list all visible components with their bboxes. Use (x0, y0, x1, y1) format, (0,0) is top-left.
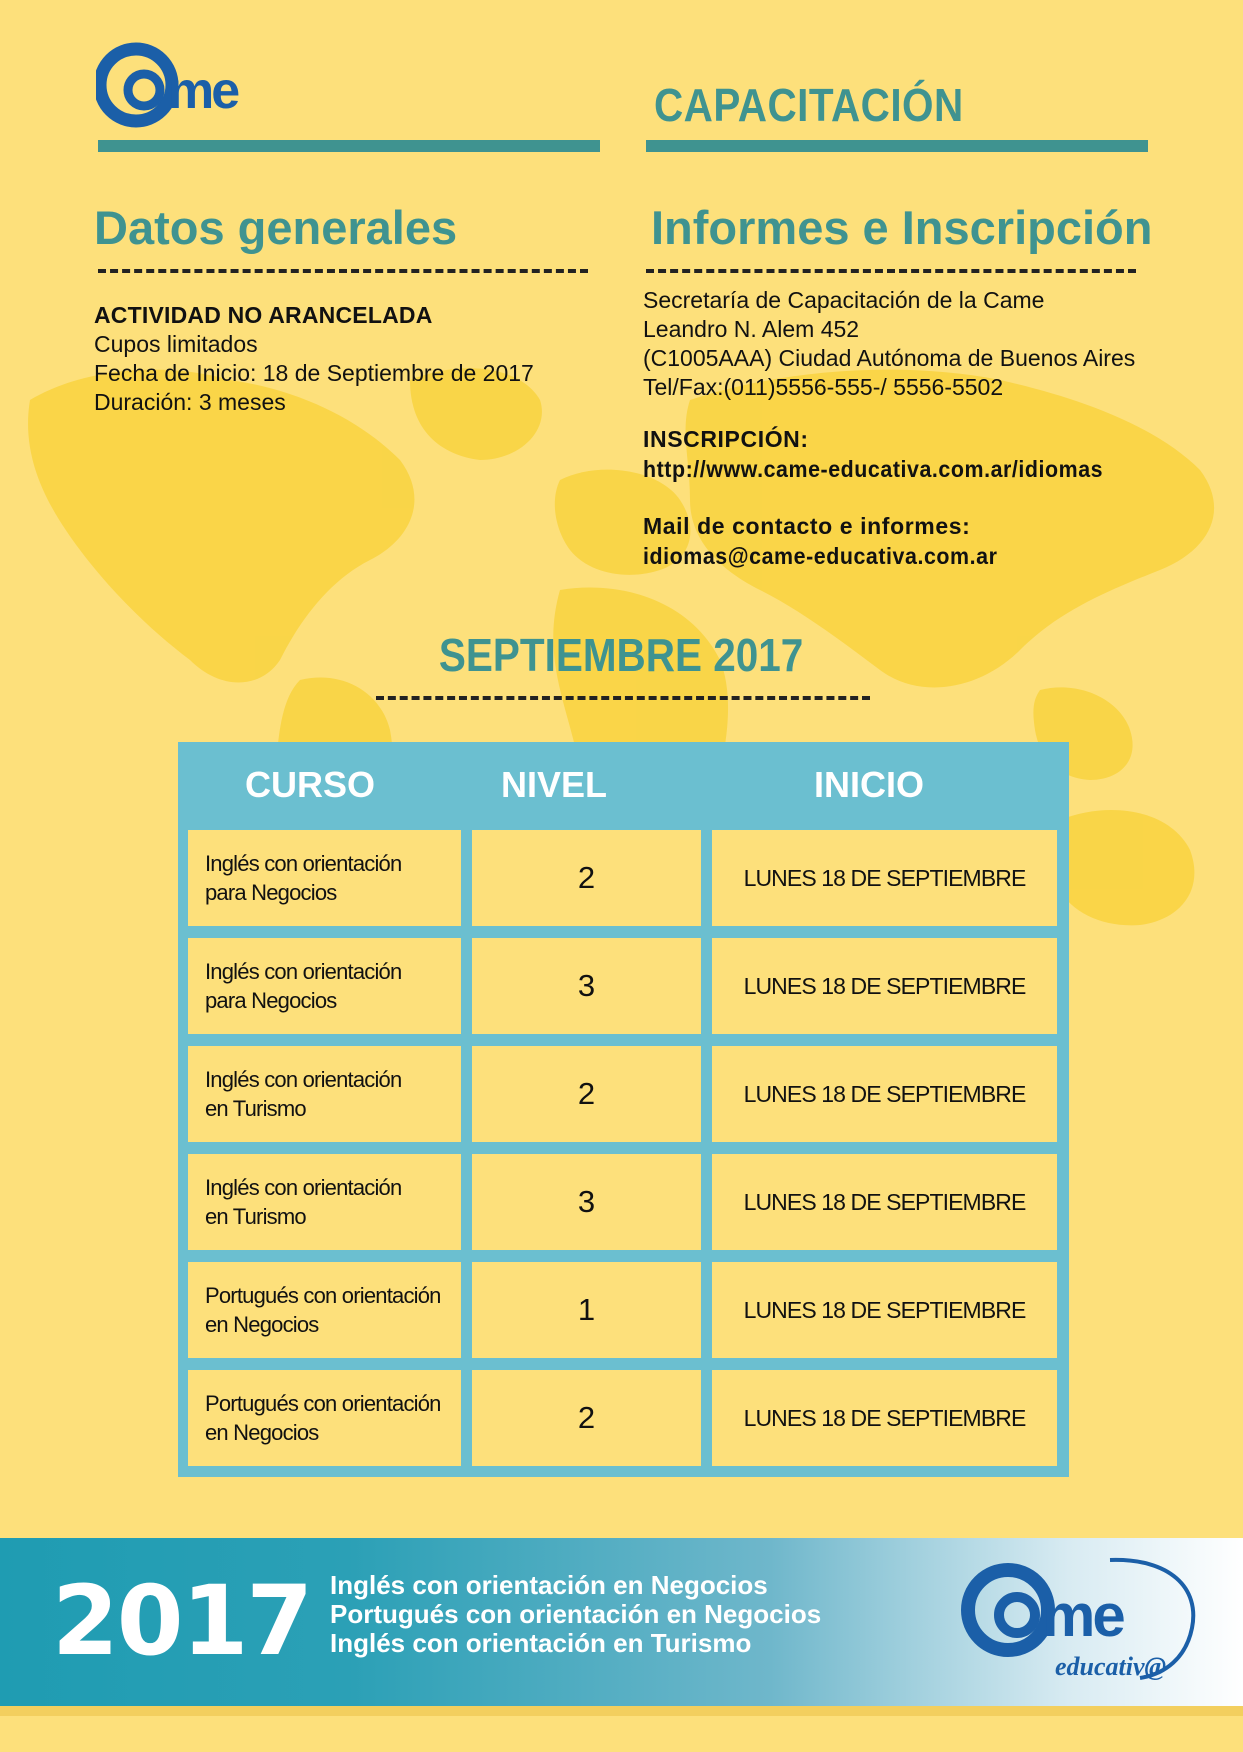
start-cell: LUNES 18 DE SEPTIEMBRE (712, 1046, 1057, 1142)
svg-text:educativ@: educativ@ (1055, 1652, 1167, 1681)
column-header-nivel: NIVEL (500, 764, 607, 805)
start-cell: LUNES 18 DE SEPTIEMBRE (712, 1262, 1057, 1358)
mail-label: Mail de contacto e informes: (643, 513, 971, 539)
activity-fee-note: ACTIVIDAD NO ARANCELADA (94, 302, 433, 328)
address-line: Secretaría de Capacitación de la Came (643, 287, 1045, 313)
footer-shadow (0, 1706, 1243, 1716)
course-cell: Inglés con orientación en Turismo (188, 1154, 461, 1250)
page-title: CAPACITACIÓN (654, 79, 964, 131)
svg-text:me: me (168, 62, 238, 120)
came-educativa-logo (960, 1548, 1200, 1688)
level-cell: 2 (472, 1370, 701, 1466)
header-rule-left (98, 140, 600, 152)
table-row (178, 1262, 1069, 1358)
footer-course: Portugués con orientación en Negocios (330, 1599, 822, 1629)
address-line: Leandro N. Alem 452 (643, 316, 860, 342)
header-rule-right (646, 140, 1148, 152)
address-line: (C1005AAA) Ciudad Autónoma de Buenos Aires (643, 345, 1136, 371)
start-date: Fecha de Inicio: 18 de Septiembre de 2017 (94, 360, 534, 386)
quota-note: Cupos limitados (94, 331, 258, 357)
datos-generales-title: Datos generales (94, 201, 458, 254)
course-cell: Inglés con orientación en Turismo (188, 1046, 461, 1142)
footer-course-list (330, 1571, 821, 1658)
level-cell: 2 (472, 1046, 701, 1142)
dashed-divider-month (376, 696, 870, 700)
inscripcion-block (643, 424, 1138, 484)
schedule-title: SEPTIEMBRE 2017 (439, 629, 804, 681)
mail-block (643, 511, 1024, 571)
start-cell: LUNES 18 DE SEPTIEMBRE (712, 1154, 1057, 1250)
level-cell: 2 (472, 830, 701, 926)
level-cell: 3 (472, 1154, 701, 1250)
table-row (178, 1046, 1069, 1142)
column-header-inicio: INICIO (813, 764, 924, 805)
footer-course: Inglés con orientación en Negocios (330, 1570, 768, 1600)
table-row (178, 1154, 1069, 1250)
address-block (643, 286, 1135, 402)
informes-title: Informes e Inscripción (651, 201, 1153, 254)
start-cell: LUNES 18 DE SEPTIEMBRE (712, 1370, 1057, 1466)
inscripcion-label: INSCRIPCIÓN: (643, 426, 809, 452)
course-cell: Inglés con orientación para Negocios (188, 938, 461, 1034)
inscripcion-link[interactable]: http://www.came-educativa.com.ar/idiomas (643, 456, 1104, 482)
table-row (178, 830, 1069, 926)
column-header-curso: CURSO (244, 764, 375, 805)
start-cell: LUNES 18 DE SEPTIEMBRE (712, 830, 1057, 926)
start-cell: LUNES 18 DE SEPTIEMBRE (712, 938, 1057, 1034)
svg-text:me: me (1042, 1582, 1123, 1649)
table-row (178, 1370, 1069, 1466)
course-cell: Portugués con orientación en Negocios (188, 1370, 461, 1466)
course-table (178, 742, 1069, 1477)
duration: Duración: 3 meses (94, 389, 286, 415)
mail-link[interactable]: idiomas@came-educativa.com.ar (643, 543, 998, 569)
datos-generales-block (94, 301, 534, 417)
came-logo (96, 42, 271, 128)
course-cell: Portugués con orientación en Negocios (188, 1262, 461, 1358)
footer-course: Inglés con orientación en Turismo (330, 1628, 752, 1658)
phone-line: Tel/Fax:(011)5556-555-/ 5556-5502 (643, 374, 1004, 400)
footer-year: 2017 (52, 1565, 312, 1677)
level-cell: 1 (472, 1262, 701, 1358)
dashed-divider-right (646, 269, 1136, 273)
table-row (178, 938, 1069, 1034)
dashed-divider-left (98, 269, 588, 273)
level-cell: 3 (472, 938, 701, 1034)
course-cell: Inglés con orientación para Negocios (188, 830, 461, 926)
